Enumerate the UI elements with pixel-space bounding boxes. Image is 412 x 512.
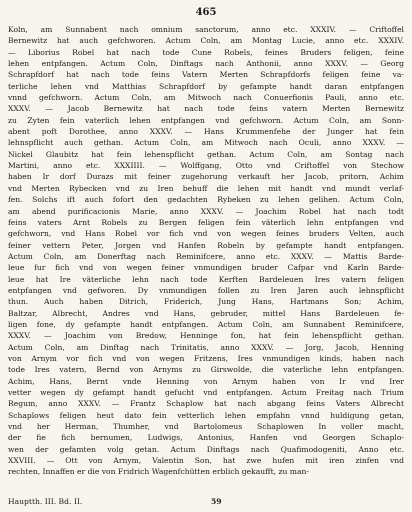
text-line: von Arnym vor fich vnd von wegen Fritzens, Ires vnmundigen kinds, haben nach	[8, 353, 404, 363]
text-line: terliche lehen vnd Matthias Schrapfdorf by gefampte handt daran entpfangen	[8, 81, 404, 91]
text-line: Koln, am Sunnabent nach omnium sanctorum, anno etc. XXXIV. — Criftoffel	[8, 25, 404, 34]
text-line: Actum Coln, am Dinftag nach Trinitatis, anno XXXV. — Jorg, Jacob, Henning	[8, 342, 404, 352]
footer-signature: Hauptth. III. Bd. II.	[8, 497, 83, 506]
text-line: haben Ir dorf Durazs mit feiner zugehorung verkauft her Jacob, pritorn, Achim	[8, 172, 404, 182]
text-line: tode Ires vatern, Bernd von Arnyms zu Girswolde, die vaterliche lehn entpfangen.	[8, 365, 404, 375]
text-line: vnd Merten Rybecken vnd zu Iren behuff die lehen mit handt vnd mundt verlaf-	[8, 183, 404, 193]
page-number: 465	[195, 7, 217, 18]
text-line: Schrapfdorf hat nach tode feins Vatern Merten Schrapfdorfs feligen feine va-	[8, 70, 404, 80]
text-line: gefchworn, vnd Hans Robel vor fich vnd von wegen feines bruders Velten, auch	[8, 229, 404, 239]
text-line: lehen entpfangen. Actum Coln, Dinftags nach Anthonii, anno XXXV. — Georg	[8, 59, 404, 69]
text-line: vnnd gefchworn. Actum Coln, am Mitwoch nach Conuerfionis Pauli, anno etc.	[8, 93, 404, 103]
text-line: zu Zyten fein vaterlich lehen entpfangen vnd gefchworn. Actum Coln, am Sonn-	[8, 115, 404, 125]
text-line: XXXV. — Joachim von Bredow, Henninge fon, hat fein lehenspflicht gethan.	[8, 331, 404, 341]
text-line: wen der gefamten volg getan. Actum Dinftags nach Quafimodogeniti, Anno etc.	[8, 444, 404, 454]
text-line: Nickel Glaubitz hat fein lehenspflicht gethan. Actum Coln, am Sontag nach	[8, 149, 404, 159]
page-footer	[8, 496, 404, 507]
text-line: feins vaters Arnt Robels zu Bergen feligen fein väterlich lehn entpfangen vnd	[8, 217, 404, 227]
text-line: Regum, anno XXXV. — Frantz Schaplow hat nach abgang feins Vaters Albrecht	[8, 399, 404, 409]
text-line: XXXV. — Jacob Bernewitz hat nach tode feins vatern Merten Bernewitz	[8, 104, 404, 114]
text-line: — Liborius Robel hat nach tode Cune Robels, feines Bruders feligen, feine	[8, 47, 404, 57]
text-line: leue fur fich vnd von wegen feiner vnmundigen bruder Cafpar vnd Karln Barde-	[8, 263, 404, 273]
text-line: vnd her Herman, Thumher, vnd Bartolomeus Schaplowen In voller macht,	[8, 422, 404, 432]
document-page	[8, 6, 404, 478]
text-line: Baltzar, Albrecht, Andres vnd Hans, gebruder, mittel Hans Bardeleuen fe-	[8, 308, 404, 318]
text-line: entpfangen vnd gefworen. Dy vnmundigen follen zu Iren Jaren auch lehnspflicht	[8, 285, 404, 295]
text-line: thun. Auch haben Ditrich, Friderich, Jung Hans, Hartmans Son; Achim,	[8, 297, 404, 307]
text-line: lehnspflicht auch gethan. Actum Coln, am Mitwoch nach Oculi, anno XXXV. —	[8, 138, 404, 148]
text-line: abent poft Dorothee, anno XXXV. — Hans Krummenfehe der Junger hat fein	[8, 127, 404, 137]
text-line: feiner vettern Peter, Jorgen vnd Hanfen Robeln by gefampte handt entpfangen.	[8, 240, 404, 250]
text-line: rechten, Innaffen er die von Fridrich Wagenfchütten erblich gekaufft, zu man-	[8, 467, 309, 477]
text-line: Martini, anno etc. XXXIIII. — Wolffgang, Otto vnd Criftoffel von Stechow	[8, 161, 404, 171]
text-body	[8, 24, 404, 478]
text-line: Bernewitz hat auch gefchworen. Actum Coln, am Montag Lucie, anno etc. XXXIV.	[8, 36, 404, 46]
text-line: Actum Coln, am Donerftag nach Reminifcere, anno etc. XXXV. — Mattis Barde-	[8, 251, 404, 261]
text-line: leue hat Ire väterliche lehn nach tode Kerften Bardeleuen Ires vatern feligen	[8, 274, 404, 284]
text-line: am abend purificacionis Marie, anno XXXV. — Joachim Robel hat nach todt	[8, 206, 404, 216]
text-line: vetter wegen dy gefampt handt gefucht vnd entpfangen. Actum Freitag nach Trium	[8, 388, 404, 397]
text-line: Schaplows feligen heut dato fein vetterlich lehen empfahn vnnd huldigung getan,	[8, 410, 404, 420]
text-line: Achim, Hans, Bernt vnde Henning von Arnym haben von Ir vnd Irer	[8, 376, 404, 386]
text-line: der fie fich bernumen, Ludwigs, Antonius, Hanfen vnd Georgen Schaplo-	[8, 433, 404, 443]
text-line: ligen fone, dy gefampte handt entpfangen. Actum Coln, am Sunnabent Reminifcere,	[8, 319, 404, 329]
footer-page-marker: 59	[211, 497, 222, 506]
text-line: XXVIII. — Ott von Arnym, Valentin Son, hat zwe hufen mit iren zinfen vnd	[8, 456, 404, 466]
text-line: fen. Solchs ift auch fofort den gedachten Rybeken zu lehen gelihen. Actum Coln,	[8, 195, 404, 205]
